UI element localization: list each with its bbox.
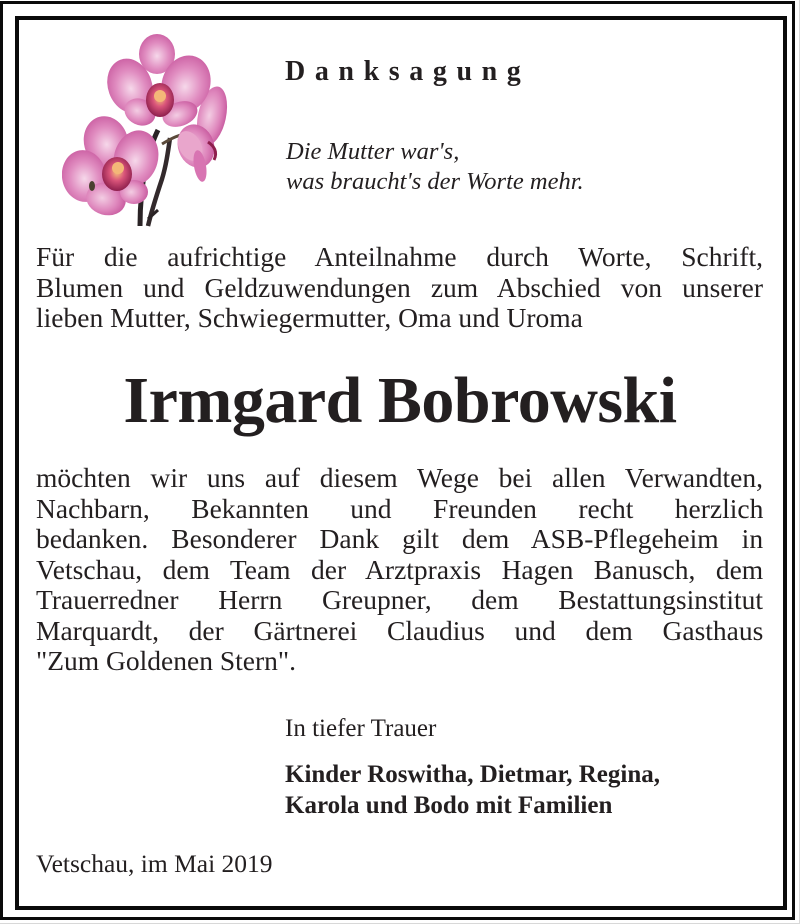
heading-danksagung: Danksagung [285,56,531,87]
deceased-name: Irmgard Bobrowski [123,364,677,437]
intro-paragraph [36,242,763,334]
orchid-flower-icon [62,34,228,228]
thanks-line: Marquardt, der Gärtnerei Claudius und dem Gasthaus [36,614,764,646]
thanks-line: "Zum Goldenen Stern". [36,645,296,676]
thanks-line: Vetschau, dem Team der Arztpraxis Hagen Banusch, dem [36,553,764,585]
quote-line: Die Mutter war's, [286,138,460,165]
thanks-paragraph [36,463,763,677]
signatories-line: Kinder Roswitha, Dietmar, Regina, [285,761,660,788]
memorial-quote [286,137,584,197]
intro-line: Blumen und Geldzuwendungen zum Abschied von unserer [36,271,763,303]
thanks-line: bedanken. Besonderer Dank gilt dem ASB-Pflegeheim in [36,523,764,554]
place-date: Vetschau, im Mai 2019 [36,849,273,878]
intro-line: Für die aufrichtige Anteilnahme durch Worte, Schrift, [36,241,763,272]
thanks-line: Nachbarn, Bekannten und Freunden recht herzlich [36,492,764,524]
mourning-phrase: In tiefer Trauer [285,715,437,742]
signatories-line: Karola und Bodo mit Familien [285,792,613,819]
thanks-line: Trauerredner Herrn Greupner, dem Bestattungsinstitut [36,584,763,615]
quote-line: was braucht's der Worte mehr. [286,168,584,195]
signatories [285,759,660,821]
intro-line: lieben Mutter, Schwiegermutter, Oma und Uroma [36,302,583,333]
thanks-line: möchten wir uns auf diesem Wege bei allen Verwandten, [36,462,763,493]
